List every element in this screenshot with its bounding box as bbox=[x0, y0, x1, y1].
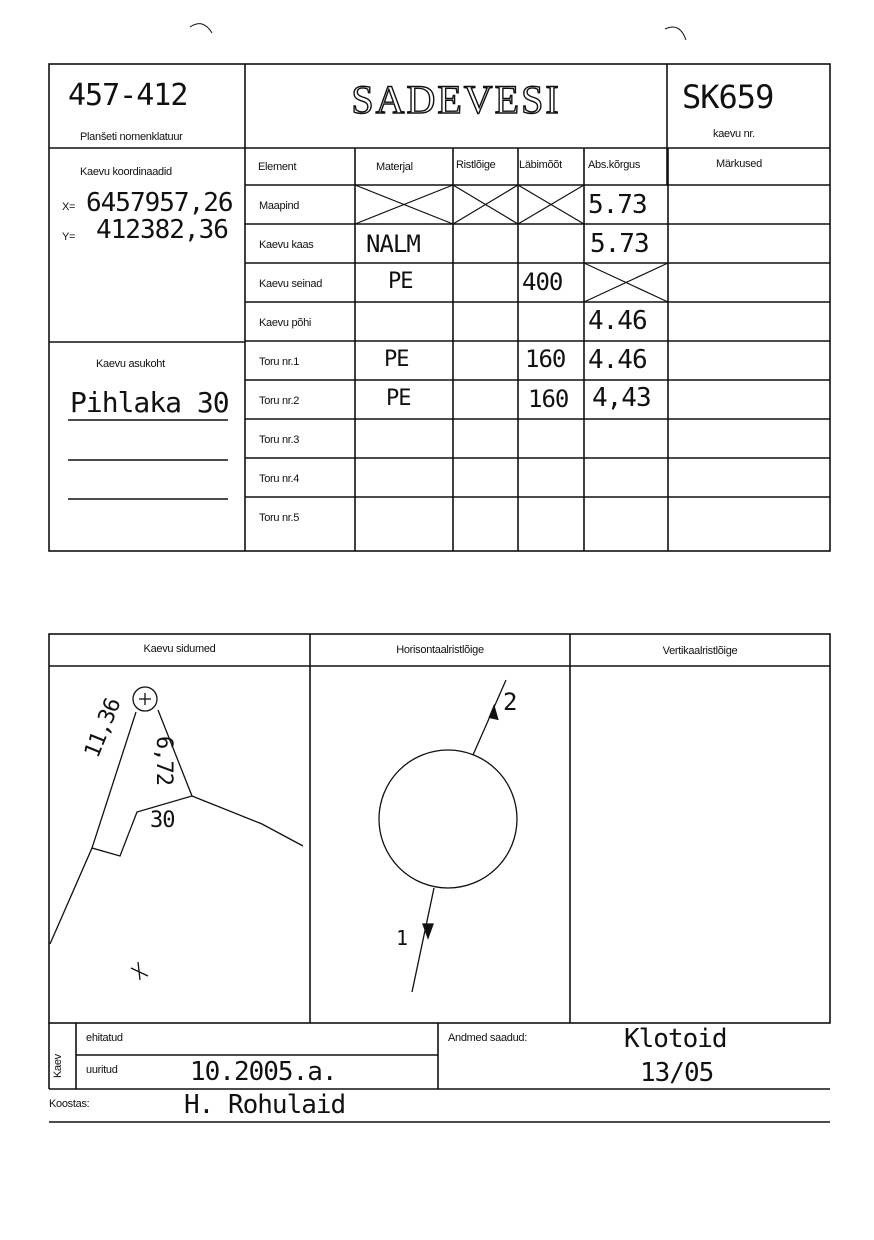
row-height: 5.73 bbox=[588, 190, 647, 220]
built-label: ehitatud bbox=[86, 1032, 123, 1044]
row-material: PE bbox=[386, 386, 411, 411]
page-title: SADEVESI bbox=[351, 77, 561, 122]
row-element: Kaevu seinad bbox=[259, 278, 323, 290]
sketch-header-horizontal: Horisontaalristlõige bbox=[396, 644, 484, 656]
data-received-date: 13/05 bbox=[640, 1058, 714, 1088]
data-received-value: Klotoid bbox=[624, 1024, 727, 1054]
row-height: 4.46 bbox=[588, 306, 647, 336]
tie-dimension-2: 6,72 bbox=[151, 736, 176, 785]
col-header-diameter: Läbimõõt bbox=[519, 159, 562, 171]
tie-house-number: 30 bbox=[150, 808, 175, 833]
row-height: 4.46 bbox=[588, 345, 647, 375]
location-label: Kaevu asukoht bbox=[96, 358, 165, 370]
row-height: 4,43 bbox=[592, 383, 651, 413]
x-value: 6457957,26 bbox=[86, 188, 233, 218]
y-label: Y= bbox=[62, 231, 76, 243]
col-header-cross-section: Ristlõige bbox=[456, 159, 496, 171]
tie-dimension-1: 11,36 bbox=[80, 695, 127, 762]
col-header-element: Element bbox=[258, 161, 297, 173]
col-header-material: Materjal bbox=[376, 161, 413, 173]
row-element: Toru nr.2 bbox=[259, 395, 300, 407]
compiler-label: Koostas: bbox=[49, 1098, 90, 1110]
sheet-label: Planšeti nomenklatuur bbox=[80, 131, 183, 143]
row-material: PE bbox=[388, 269, 413, 294]
surveyed-label: uuritud bbox=[86, 1064, 118, 1076]
well-number: SK659 bbox=[682, 78, 774, 116]
x-label: X= bbox=[62, 201, 76, 213]
sheet-number: 457-412 bbox=[68, 78, 188, 113]
row-diameter: 160 bbox=[528, 385, 569, 413]
row-diameter: 400 bbox=[522, 268, 563, 296]
row-element: Toru nr.5 bbox=[259, 512, 300, 524]
row-material: NALM bbox=[366, 230, 420, 258]
row-material: PE bbox=[384, 347, 409, 372]
data-received-label: Andmed saadud: bbox=[448, 1032, 527, 1044]
row-element: Toru nr.4 bbox=[259, 473, 300, 485]
row-diameter: 160 bbox=[525, 345, 566, 373]
row-element: Maapind bbox=[259, 200, 300, 212]
location-value: Pihlaka 30 bbox=[70, 386, 229, 419]
sketch-header-vertical: Vertikaalristlõige bbox=[662, 645, 738, 657]
coordinates-label: Kaevu koordinaadid bbox=[80, 166, 172, 178]
row-element: Kaevu põhi bbox=[259, 317, 312, 329]
row-height: 5.73 bbox=[590, 229, 649, 259]
footer-side-label: Kaev bbox=[52, 1054, 64, 1078]
pipe-label-2: 2 bbox=[503, 688, 517, 716]
row-element: Toru nr.1 bbox=[259, 356, 300, 368]
surveyed-value: 10.2005.a. bbox=[190, 1057, 337, 1087]
pipe-label-1: 1 bbox=[396, 926, 408, 950]
compiler-value: H. Rohulaid bbox=[184, 1090, 346, 1120]
row-element: Toru nr.3 bbox=[259, 434, 300, 446]
col-header-abs-height: Abs.kõrgus bbox=[588, 159, 641, 171]
y-value: 412382,36 bbox=[96, 215, 228, 245]
row-element: Kaevu kaas bbox=[259, 239, 314, 251]
sketch-header-ties: Kaevu sidumed bbox=[143, 643, 216, 655]
well-number-label: kaevu nr. bbox=[713, 128, 755, 140]
col-header-notes: Märkused bbox=[716, 158, 762, 170]
